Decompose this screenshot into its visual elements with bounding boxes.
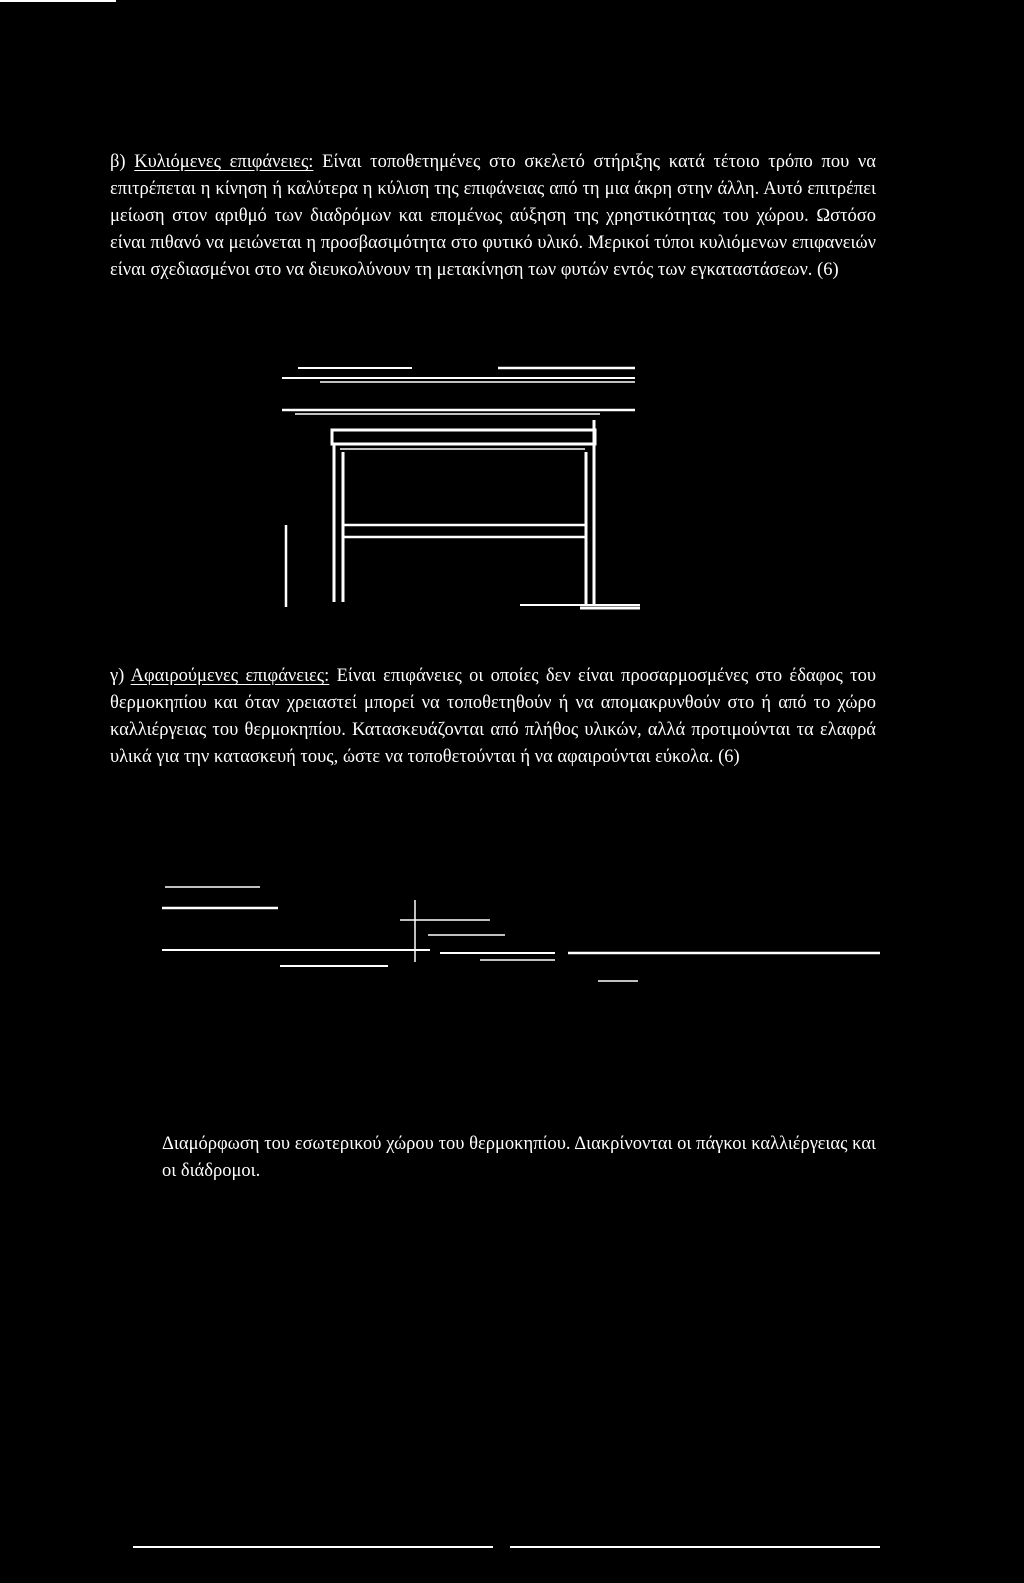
- section-g-body: Είναι επιφάνειες οι οποίες δεν είναι προσαρμοσμένες στο έδαφος του θερμοκηπίου και όταν χρειαστεί μπορεί να τοποθετηθούν ή να απομακρυνθούν στο ή από το χώρο καλλιέργειας του θερμοκηπίου. Κατασκευάζονται από πλήθος υλικών, αλλά προτιμούνται τα ελαφρά υλικά για την κατασκευή τους, ώστε να τοποθετούνται ή να αφαιρούνται εύκολα. (6): [110, 666, 877, 767]
- section-b-heading: Κυλιόμενες επιφάνειες:: [134, 152, 314, 172]
- bottom-rule-right: [510, 1546, 880, 1548]
- section-b-marker: β): [110, 152, 126, 172]
- figure-caption: Διαμόρφωση του εσωτερικού χώρου του θερμοκηπίου. Διακρίνονται οι πάγκοι καλλιέργειας και οι διάδρομοι.: [162, 1134, 876, 1181]
- bottom-rule-left: [133, 1546, 493, 1548]
- top-edge-rule: [0, 0, 116, 2]
- section-g-heading: Αφαιρούμενες επιφάνειες:: [130, 666, 330, 686]
- section-g-paragraph: [110, 663, 876, 771]
- section-b-body: Είναι τοποθετημένες στο σκελετό στήριξης κατά τέτοιο τρόπο που να επιτρέπεται η κίνηση ή καλύτερα η κύλιση της επιφάνειας από τη μια άκρη στην άλλη. Αυτό επιτρέπει μείωση στον αριθμό των διαδρόμων και επομένως αύξηση της χρηστικότητας του χώρου. Ωστόσο είναι πιθανό να μειώνεται η προσβασιμότητα στο φυτικό υλικό. Μερικοί τύποι κυλιόμενων επιφανειών είναι σχεδιασμένοι στο να διευκολύνουν τη μετακίνηση των φυτών εντός των εγκαταστάσεων. (6): [110, 152, 876, 280]
- section-b-paragraph: [110, 149, 876, 284]
- greenhouse-interior-figure: [160, 875, 880, 995]
- rolling-bench-figure: [280, 355, 660, 615]
- section-g-marker: γ): [110, 666, 125, 686]
- bench-frame-top-rail: [332, 430, 595, 444]
